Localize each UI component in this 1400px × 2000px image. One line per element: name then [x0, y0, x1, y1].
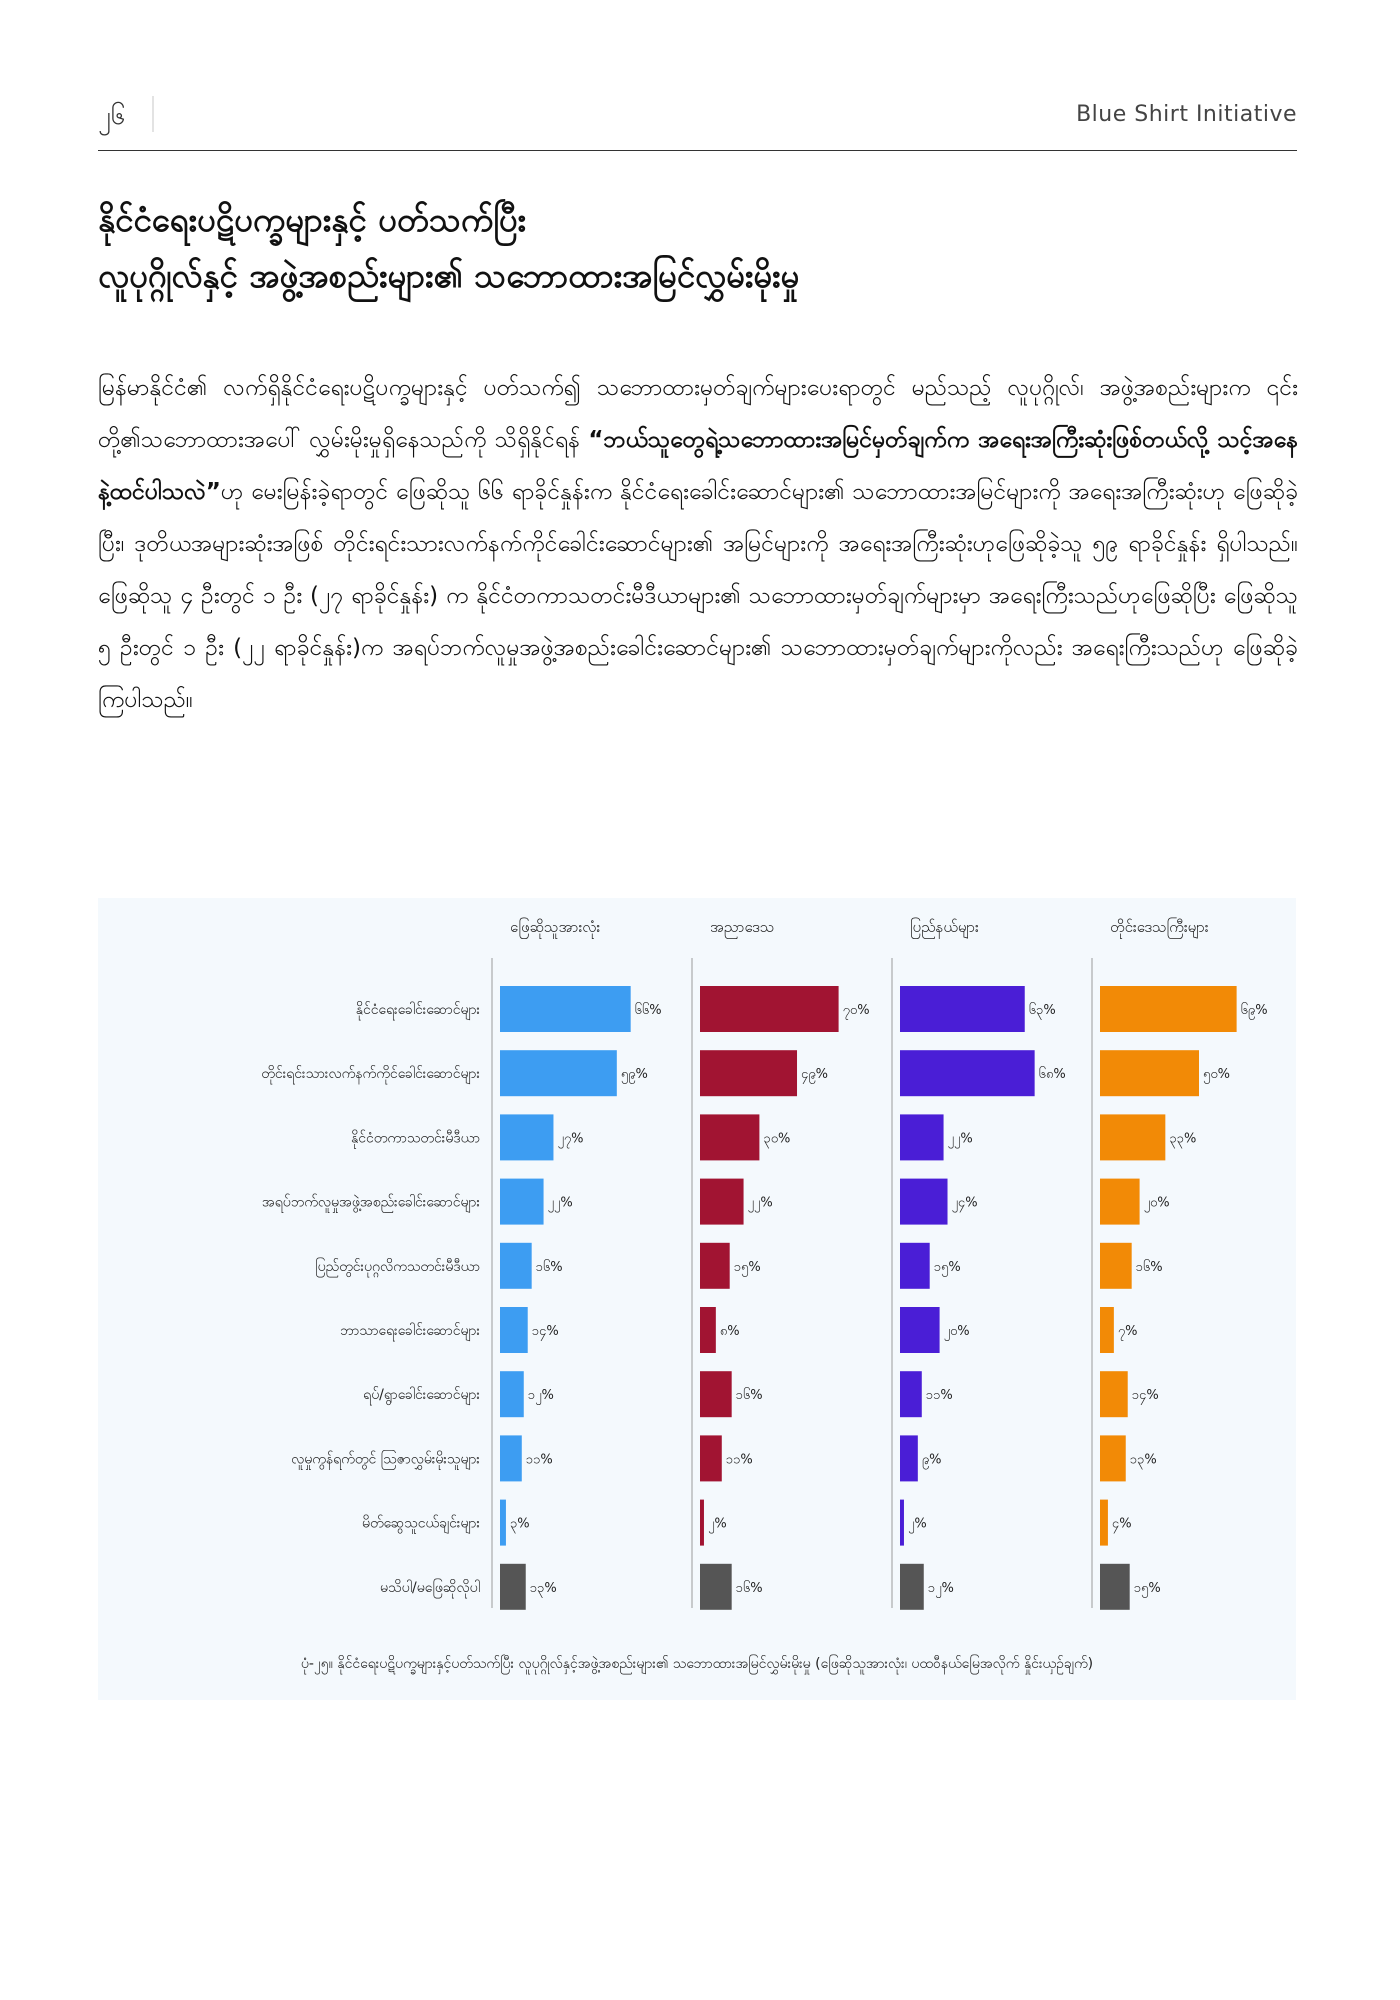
bar-s1-c6	[700, 1371, 732, 1417]
series-header-2: ပြည်နယ်များ	[910, 918, 979, 936]
value-label-s1-c3: ၂၂%	[747, 1195, 773, 1211]
value-label-s3-c6: ၁၄%	[1131, 1388, 1159, 1404]
series-header-1: အညာဒေသ	[710, 918, 775, 936]
value-label-s2-c2: ၂၂%	[947, 1131, 973, 1147]
category-label-4: ပြည်တွင်းပုဂ္ဂလိကသတင်းမီဒီယာ	[315, 1258, 480, 1275]
value-label-s0-c3: ၂၂%	[547, 1195, 573, 1211]
chart-caption: ပုံ-၂၅။ နိုင်ငံရေးပဋိပက္ခများနှင့်ပတ်သက်ပြီး လူပုဂ္ဂိုလ်နှင့်အဖွဲ့အစည်းများ၏ သဘောထားအမြင်လွှမ်းမိုးမှု (ဖြေဆိုသူအားလုံး၊ ပထဝီနယ်မြေအလိုက် နှိုင်းယှဉ်ချက်)	[300, 1656, 1094, 1672]
bar-s0-c0	[500, 986, 631, 1032]
series-header-3: တိုင်းဒေသကြီးများ	[1110, 918, 1209, 936]
value-label-s0-c9: ၁၃%	[529, 1580, 557, 1596]
bar-s3-c5	[1100, 1307, 1114, 1353]
bar-s1-c0	[700, 986, 839, 1032]
survey-question: “ဘယ်သူတွေရဲ့သဘောထားအမြင်မှတ်ချက်က အရေးအကြီးဆုံးဖြစ်တယ်လို့ သင့်အနေနဲ့ထင်ပါသလဲ”	[98, 427, 1298, 505]
value-label-s0-c4: ၁၆%	[535, 1259, 563, 1275]
bar-s2-c9	[900, 1564, 924, 1610]
value-label-s3-c8: ၄%	[1111, 1516, 1132, 1532]
value-label-s0-c8: ၃%	[509, 1516, 530, 1532]
value-label-s3-c5: ၇%	[1117, 1324, 1138, 1339]
bar-s2-c1	[900, 1050, 1035, 1096]
bar-s1-c3	[700, 1179, 744, 1225]
value-label-s1-c2: ၃၀%	[763, 1131, 791, 1147]
body-text-part-2: ဟု မေးမြန်းခဲ့ရာတွင် ဖြေဆိုသူ ၆၆ ရာခိုင်နှုန်းက နိုင်ငံရေးခေါင်းဆောင်များ၏ သဘောထားအမြင်များကို အရေးအကြီးဆုံးဟု ဖြေဆိုခဲ့ပြီး၊ ဒုတိယအများဆုံးအဖြစ် တိုင်းရင်းသားလက်နက်ကိုင်ခေါင်းဆောင်များ၏ အမြင်များကို အရေးအကြီးဆုံးဟုဖြေဆိုခဲ့သူ ၅၉ ရာခိုင်နှုန်း ရှိပါသည်။ ဖြေဆိုသူ ၄ ဦးတွင် ၁ ဦး (၂၇ ရာခိုင်နှုန်း) က နိုင်ငံတကာသတင်းမီဒီယာများ၏ သဘောထားမှတ်ချက်များမှာ အရေးကြီးသည်ဟုဖြေဆိုပြီး ဖြေဆိုသူ ၅ ဦးတွင် ၁ ဦး (၂၂ ရာခိုင်နှုန်း)က အရပ်ဘက်လူမှုအဖွဲ့အစည်းခေါင်းဆောင်များ၏ သဘောထားမှတ်ချက်များကိုလည်း အရေးကြီးသည်ဟု ဖြေဆိုခဲ့ကြပါသည်။	[98, 479, 1298, 713]
bar-s2-c5	[900, 1307, 940, 1353]
bar-s1-c4	[700, 1243, 730, 1289]
bar-s3-c3	[1100, 1179, 1140, 1225]
chart-panel	[98, 898, 1296, 1700]
value-label-s1-c8: ၂%	[707, 1516, 727, 1532]
bar-s0-c9	[500, 1564, 526, 1610]
bar-s0-c4	[500, 1243, 532, 1289]
value-label-s0-c5: ၁၄%	[531, 1324, 559, 1339]
value-label-s2-c3: ၂၄%	[951, 1195, 978, 1211]
value-label-s2-c7: ၉%	[921, 1452, 942, 1468]
category-label-6: ရပ်/ရွာခေါင်းဆောင်များ	[363, 1387, 480, 1404]
bar-s0-c6	[500, 1371, 524, 1417]
bar-s3-c1	[1100, 1050, 1199, 1096]
bar-chart	[98, 898, 1296, 1638]
category-label-5: ဘာသာရေးခေါင်းဆောင်များ	[339, 1323, 480, 1339]
value-label-s1-c6: ၁၆%	[735, 1388, 763, 1404]
bar-s1-c7	[700, 1435, 722, 1481]
section-title-line-2: လူပုဂ္ဂိုလ်နှင့် အဖွဲ့အစည်းများ၏ သဘောထားအမြင်လွှမ်းမိုးမှု	[98, 256, 800, 295]
bar-s1-c9	[700, 1564, 732, 1610]
category-label-7: လူမှုကွန်ရက်တွင် ဩဇာလွှမ်းမိုးသူများ	[291, 1451, 480, 1468]
section-title	[98, 192, 1298, 304]
value-label-s2-c8: ၂%	[907, 1516, 927, 1532]
bar-s3-c4	[1100, 1243, 1132, 1289]
value-label-s3-c1: ၅၀%	[1203, 1067, 1230, 1083]
bar-s0-c5	[500, 1307, 528, 1353]
bar-s2-c6	[900, 1371, 922, 1417]
organization-name: Blue Shirt Initiative	[1076, 102, 1297, 127]
value-label-s2-c9: ၁၂%	[927, 1580, 954, 1596]
bar-s0-c7	[500, 1435, 522, 1481]
value-label-s1-c0: ၇၀%	[842, 1003, 870, 1018]
bar-s2-c3	[900, 1179, 948, 1225]
category-label-3: အရပ်ဘက်လူမှုအဖွဲ့အစည်းခေါင်းဆောင်များ	[261, 1194, 480, 1211]
category-label-2: နိုင်ငံတကာသတင်းမီဒီယာ	[351, 1130, 480, 1147]
page-number: ၂၆	[98, 101, 126, 131]
value-label-s2-c0: ၆၃%	[1028, 1003, 1056, 1018]
bar-s3-c2	[1100, 1114, 1165, 1160]
bar-s0-c8	[500, 1500, 506, 1546]
value-label-s1-c9: ၁၆%	[735, 1580, 763, 1596]
bar-s3-c0	[1100, 986, 1237, 1032]
value-label-s2-c5: ၂၀%	[943, 1324, 970, 1339]
value-label-s0-c2: ၂၇%	[557, 1131, 584, 1147]
value-label-s3-c4: ၁၆%	[1135, 1259, 1163, 1275]
value-label-s2-c4: ၁၅%	[933, 1259, 961, 1275]
value-label-s0-c6: ၁၂%	[527, 1388, 554, 1404]
value-label-s2-c1: ၆၈%	[1038, 1067, 1066, 1083]
bar-s0-c1	[500, 1050, 617, 1096]
bar-s2-c4	[900, 1243, 930, 1289]
series-header-0: ဖြေဆိုသူအားလုံး	[510, 918, 601, 936]
value-label-s3-c7: ၁၃%	[1129, 1452, 1157, 1468]
category-label-9: မသိပါ/မဖြေဆိုလိုပါ	[380, 1579, 480, 1596]
value-label-s1-c1: ၄၉%	[801, 1067, 829, 1083]
bar-s1-c2	[700, 1114, 759, 1160]
value-label-s3-c9: ၁၅%	[1133, 1580, 1161, 1596]
category-label-8: မိတ်ဆွေသူငယ်ချင်းများ	[361, 1515, 480, 1532]
bar-s1-c5	[700, 1307, 716, 1353]
section-title-line-1: နိုင်ငံရေးပဋိပက္ခများနှင့် ပတ်သက်ပြီး	[98, 200, 526, 239]
category-label-1: တိုင်းရင်းသားလက်နက်ကိုင်ခေါင်းဆောင်များ	[261, 1066, 480, 1083]
value-label-s1-c5: ၈%	[719, 1324, 740, 1339]
value-label-s3-c2: ၃၃%	[1169, 1131, 1197, 1147]
bar-s3-c8	[1100, 1500, 1108, 1546]
bar-s2-c0	[900, 986, 1025, 1032]
value-label-s3-c3: ၂၀%	[1143, 1195, 1170, 1211]
value-label-s0-c1: ၅၉%	[620, 1067, 648, 1083]
value-label-s0-c0: ၆၆%	[634, 1003, 662, 1018]
value-label-s0-c7: ၁၁%	[525, 1452, 553, 1468]
value-label-s1-c7: ၁၁%	[725, 1452, 753, 1468]
bar-s1-c8	[700, 1500, 704, 1546]
value-label-s2-c6: ၁၁%	[925, 1388, 953, 1404]
category-label-0: နိုင်ငံရေးခေါင်းဆောင်များ	[355, 1002, 480, 1018]
value-label-s1-c4: ၁၅%	[733, 1259, 761, 1275]
bar-s1-c1	[700, 1050, 797, 1096]
bar-s0-c3	[500, 1179, 544, 1225]
body-text-part-1: မြန်မာနိုင်ငံ၏ လက်ရှိနိုင်ငံရေးပဋိပက္ခများနှင့် ပတ်သက်၍ သဘောထားမှတ်ချက်များပေးရာတွင် မည်သည့် လူပုဂ္ဂိုလ်၊ အဖွဲ့အစည်းများက ၎င်းတို့၏သဘောထားအပေါ် လွှမ်းမိုးမှုရှိနေသည်ကို သိရှိနိုင်ရန်	[98, 375, 1298, 453]
bar-s2-c8	[900, 1500, 904, 1546]
bar-s0-c2	[500, 1114, 553, 1160]
header-rule	[98, 150, 1297, 151]
bar-s3-c7	[1100, 1435, 1126, 1481]
bar-s2-c7	[900, 1435, 918, 1481]
bar-s3-c9	[1100, 1564, 1130, 1610]
body-paragraph	[98, 362, 1298, 726]
value-label-s3-c0: ၆၉%	[1240, 1003, 1268, 1018]
page-number-separator	[152, 96, 154, 132]
bar-s3-c6	[1100, 1371, 1128, 1417]
bar-s2-c2	[900, 1114, 944, 1160]
